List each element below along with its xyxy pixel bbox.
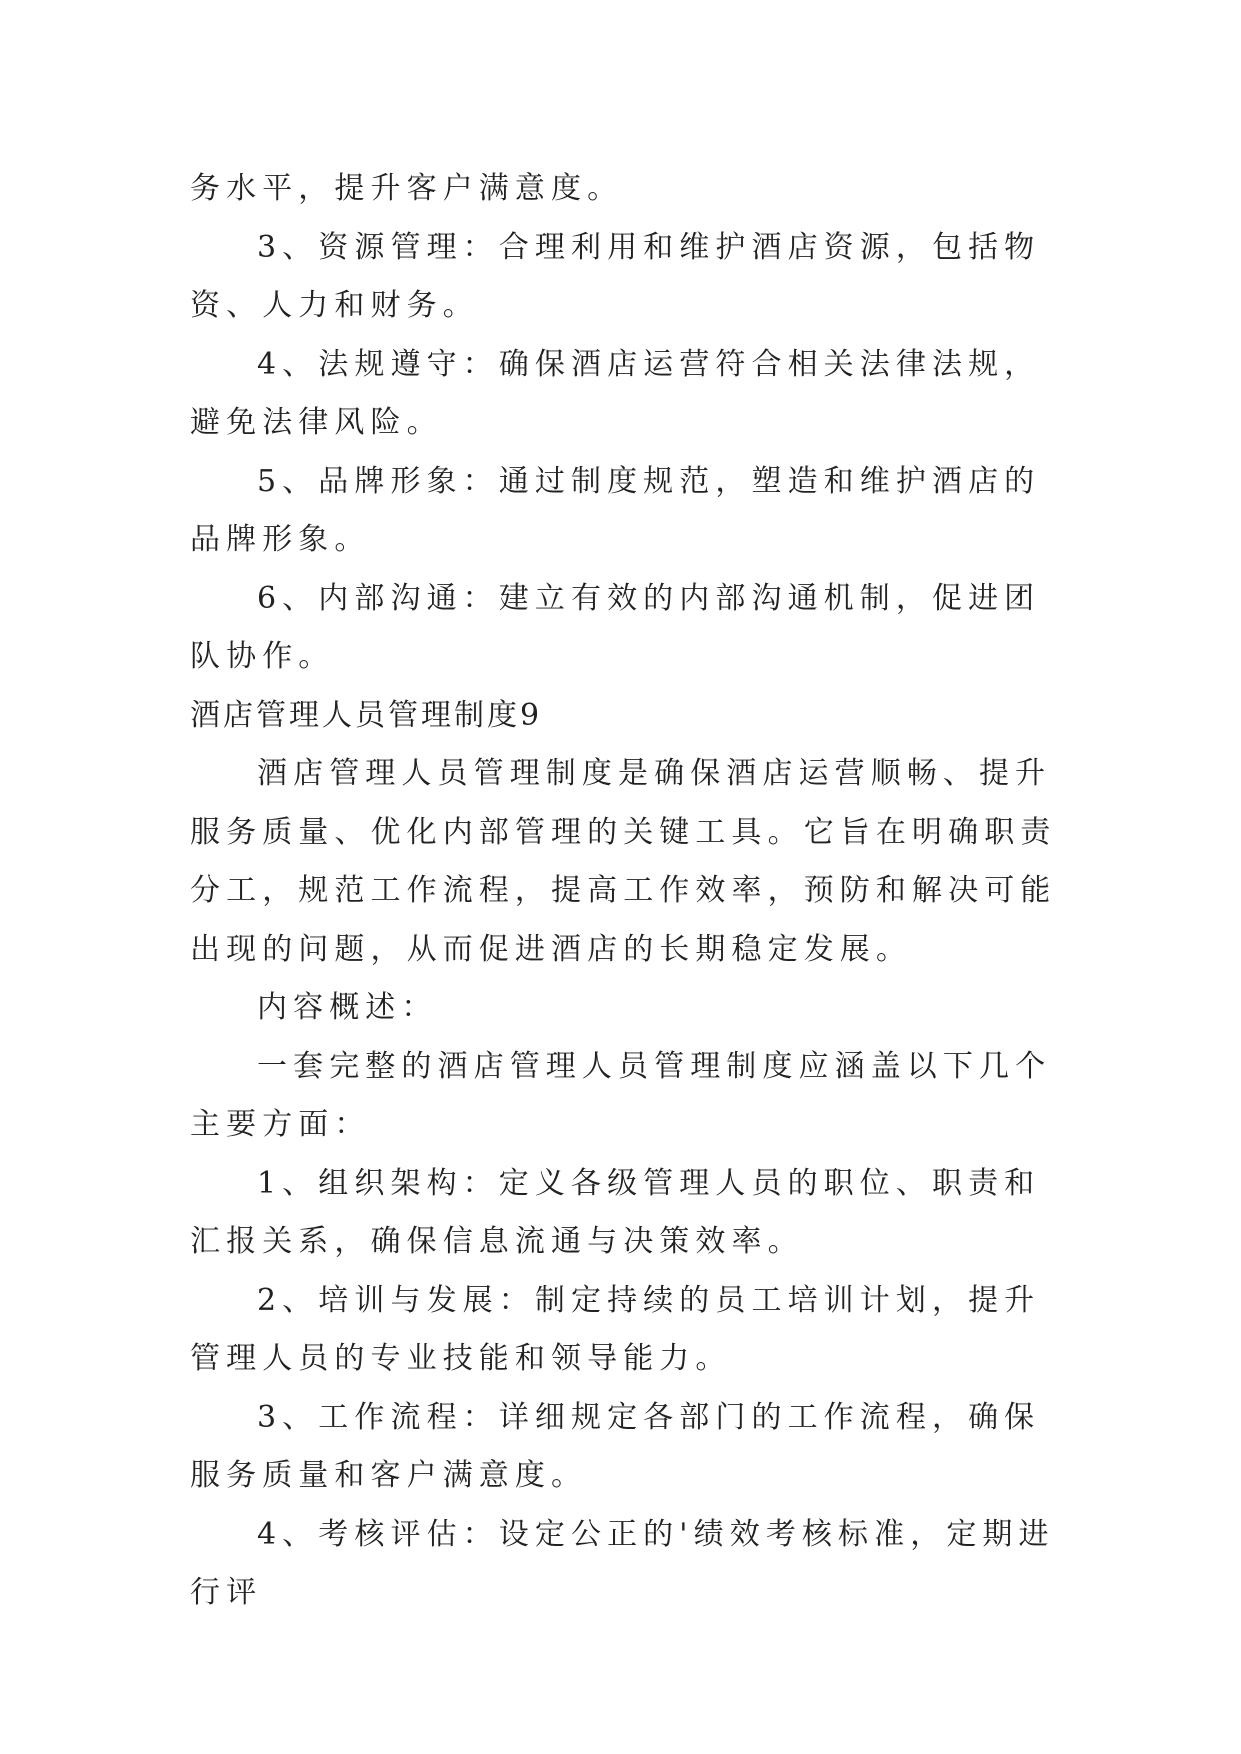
paragraph-brand-image: 5、品牌形象：通过制度规范，塑造和维护酒店的品牌形象。 xyxy=(190,463,1041,557)
paragraph-overview-label: 内容概述： xyxy=(257,990,438,1025)
paragraph-organization: 1、组织架构：定义各级管理人员的职位、职责和汇报关系，确保信息流通与决策效率。 xyxy=(190,1165,1041,1259)
paragraph-training: 2、培训与发展：制定持续的员工培训计划，提升管理人员的专业技能和领导能力。 xyxy=(190,1282,1041,1376)
paragraph-resource-management: 3、资源管理：合理利用和维护酒店资源，包括物资、人力和财务。 xyxy=(190,229,1041,323)
paragraph-assessment: 4、考核评估：设定公正的'绩效考核标准，定期进行评 xyxy=(190,1516,1055,1610)
paragraph-internal-communication: 6、内部沟通：建立有效的内部沟通机制，促进团队协作。 xyxy=(190,580,1041,674)
paragraph-overview-lead: 一套完整的酒店管理人员管理制度应涵盖以下几个主要方面： xyxy=(190,1048,1052,1142)
document-body xyxy=(190,160,1070,1623)
paragraph-continuation: 务水平，提升客户满意度。 xyxy=(190,171,624,206)
paragraph-workflow: 3、工作流程：详细规定各部门的工作流程，确保服务质量和客户满意度。 xyxy=(190,1399,1041,1493)
paragraph-legal-compliance: 4、法规遵守：确保酒店运营符合相关法律法规，避免法律风险。 xyxy=(190,346,1041,440)
section-heading: 酒店管理人员管理制度9 xyxy=(190,697,543,733)
paragraph-introduction: 酒店管理人员管理制度是确保酒店运营顺畅、提升服务质量、优化内部管理的关键工具。它旨在明确职责分工，规范工作流程，提高工作效率，预防和解决可能出现的问题，从而促进酒店的长期稳定发展。 xyxy=(190,756,1057,967)
